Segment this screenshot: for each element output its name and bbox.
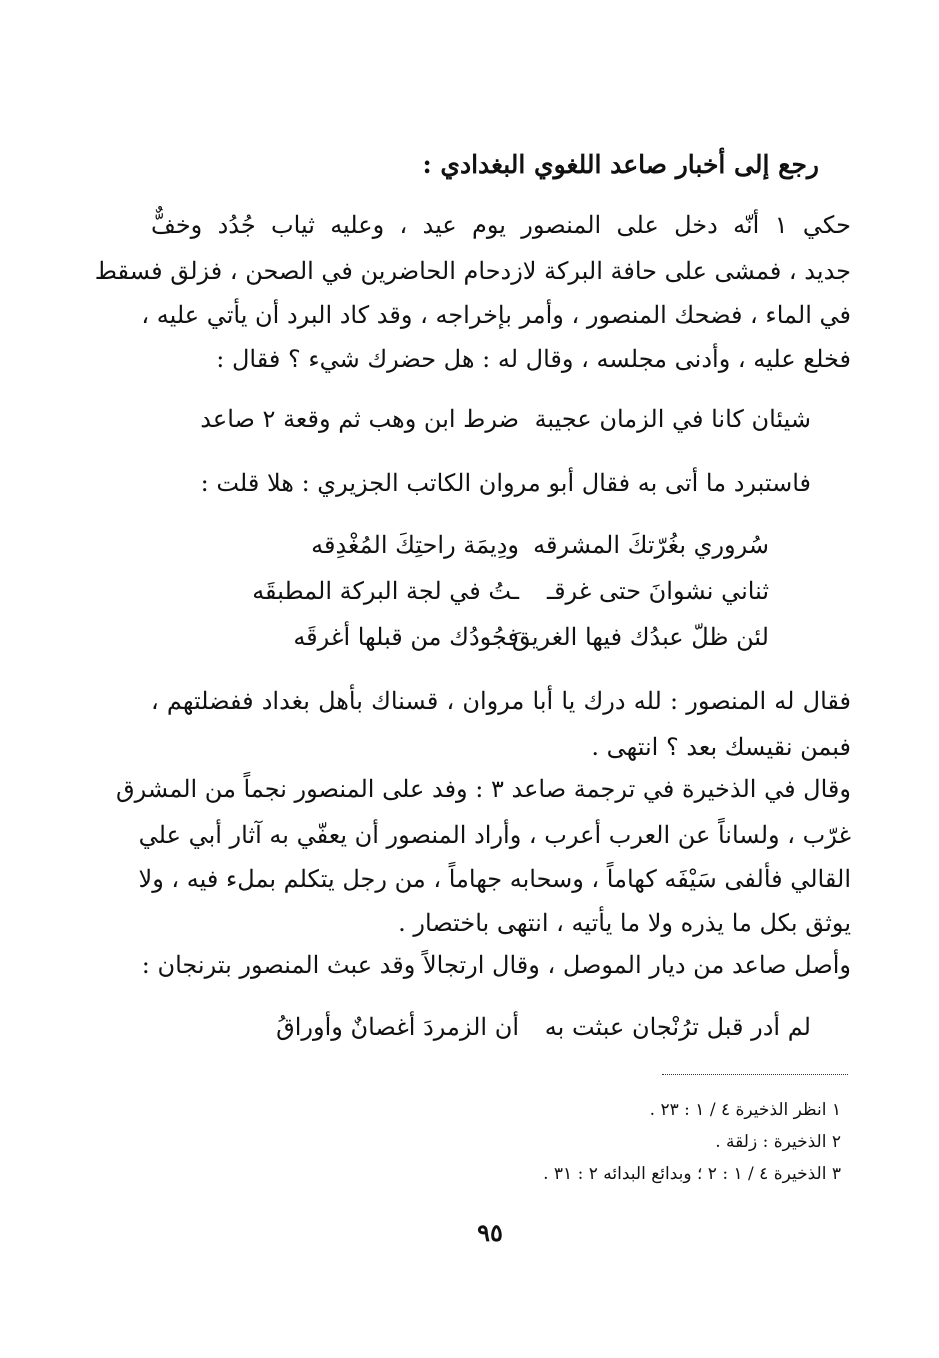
paragraph-line: غرّب ، ولساناً عن العرب أعرب ، وأراد المنصور أن يعفّي به آثار أبي علي <box>138 821 851 849</box>
paragraph-line: فاستبرد ما أتى به فقال أبو مروان الكاتب الجزيري : هلا قلت : <box>200 469 811 497</box>
footnote: ١ انظر الذخيرة ٤ / ١ : ٢٣ . <box>649 1100 841 1120</box>
footnote-separator <box>662 1074 848 1075</box>
verse-second-hemistich: ـتُ في لجة البركة المطبقَه <box>252 577 519 605</box>
paragraph-line: القالي فألفى سَيْفَه كهاماً ، وسحابه جهاماً ، من رجل يتكلم بملء فيه ، ولا <box>138 865 851 893</box>
paragraph-line: يوثق بكل ما يذره ولا ما يأتيه ، انتهى باختصار . <box>398 909 851 937</box>
footnote: ٣ الذخيرة ٤ / ١ : ٢ ؛ وبدائع البدائه ٢ : ٣١ . <box>543 1164 841 1184</box>
paragraph-line: فبمن نقيسك بعد ؟ انتهى . <box>591 733 851 761</box>
verse-second-hemistich: أن الزمردَ أغصانٌ وأوراقُ <box>276 1013 519 1041</box>
footnote: ٢ الذخيرة : زلقة . <box>715 1132 841 1152</box>
paragraph-line: وأصل صاعد من ديار الموصل ، وقال ارتجالاً وقد عبث المنصور بترنجان : <box>141 951 851 979</box>
verse-first-hemistich: لئن ظلّ عبدُك فيها الغريقَ <box>511 623 769 651</box>
paragraph-line: فخلع عليه ، وأدنى مجلسه ، وقال له : هل حضرك شيء ؟ فقال : <box>216 345 851 373</box>
page-number: ٩٥ <box>477 1218 503 1247</box>
verse-first-hemistich: ثناني نشوانَ حتى غرقـ <box>547 577 769 605</box>
paragraph-line: وقال في الذخيرة في ترجمة صاعد ٣ : وفد على المنصور نجماً من المشرق <box>116 775 851 803</box>
verse-second-hemistich: ضرط ابن وهب ثم وقعة ٢ صاعد <box>200 405 519 433</box>
verse-first-hemistich: سُروري بغُرّتكَ المشرقه <box>533 531 769 559</box>
verse-second-hemistich: ودِيمَة راحتِكَ المُغْدِقه <box>311 531 519 559</box>
verse-first-hemistich: شيئان كانا في الزمان عجيبة <box>534 405 811 433</box>
paragraph-line: حكي ١ أنّه دخل على المنصور يوم عيد ، وعليه ثياب جُدُد وخفٌّ <box>151 211 851 239</box>
paragraph-line: جديد ، فمشى على حافة البركة لازدحام الحاضرين في الصحن ، فزلق فسقط <box>94 257 851 285</box>
paragraph-line: فقال له المنصور : لله درك يا أبا مروان ، قسناك بأهل بغداد ففضلتهم ، <box>151 687 851 715</box>
paragraph-line: في الماء ، فضحك المنصور ، وأمر بإخراجه ، وقد كاد البرد أن يأتي عليه ، <box>141 301 851 329</box>
verse-second-hemistich: فجُودُك من قبلها أغرقَه <box>293 623 519 651</box>
verse-first-hemistich: لم أدر قبل ترُنْجان عبثت به <box>544 1013 811 1041</box>
section-heading: رجع إلى أخبار صاعد اللغوي البغدادي : <box>422 150 819 179</box>
